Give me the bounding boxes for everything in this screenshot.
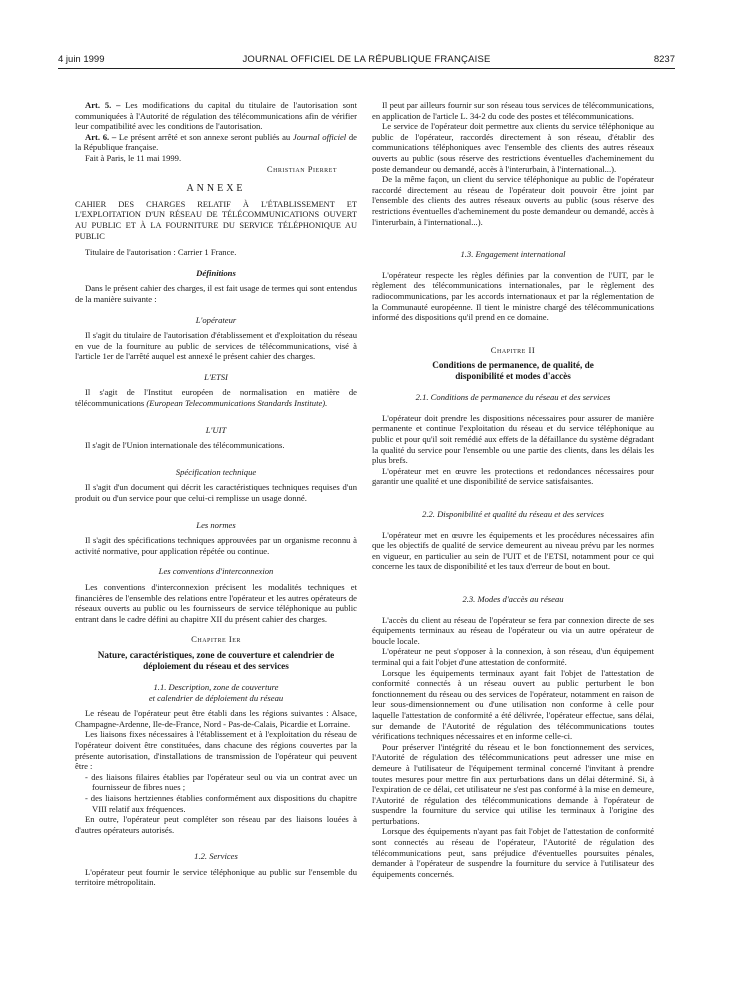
def-specification: Il s'agit d'un document qui décrit les caractéristiques techniques requises d'un produit ou d'un service pour que celui-ci remplisse un usage donné. [75,482,357,504]
term-normes: Les normes [196,519,236,530]
section-2-3-p1: L'accès du client au réseau de l'opérateur se fera par connexion directe de ses équipements terminaux au réseau de l'opérateur ou via un autre opérateur de boucle locale. [372,614,654,646]
section-1-1-title-a: 1.1. Description, zone de couverture [153,681,279,692]
titulaire: Titulaire de l'autorisation : Carrier 1 France. [85,247,237,258]
def-conventions: Les conventions d'interconnexion précisent les modalités techniques et financières de l'ensemble des relations entre l'opérateur et les autres opérateurs de réseaux ouverts au public ou les fournisseurs de service téléphonique au public entrant dans le cadre défini au chapitre XII du présent cahier des charges. [75,582,357,624]
section-2-3-p2: L'opérateur ne peut s'opposer à la connexion, à son réseau, d'un équipement terminal qui a fait l'objet d'une attestation de conformité. [372,646,654,667]
section-1-1-p3: En outre, l'opérateur peut compléter son réseau par des liaisons louées à d'autres opérateurs autorisés. [75,814,357,835]
right-p1: Il peut par ailleurs fournir sur son réseau tous services de télécommunications, en application de l'article L. 34-2 du code des postes et télécommunications. [372,100,654,121]
def-etsi-b: (European Telecommunications Standards Institute). [146,398,328,409]
signature: Christian Pierret [266,163,337,174]
left-column [75,100,357,888]
chapter-2-title: Conditions de permanence, de qualité, de disponibilité et modes d'accès [432,360,594,382]
section-1-3-title: 1.3. Engagement international [460,249,566,260]
article-6-label: Art. 6. – [85,131,117,142]
header-page-number: 8237 [653,54,675,65]
section-1-2-title: 1.2. Services [194,851,238,862]
def-operateur: Il s'agit du titulaire de l'autorisation d'établissement et d'exploitation du réseau en vue de la fourniture au public de services de télécommunications, visé à l'article 1er de l'arrêté auquel est annexé le présent cahier des charges. [75,330,357,362]
section-2-2-title: 2.2. Disponibilité et qualité du réseau et des services [422,509,604,520]
section-1-2-p1: L'opérateur peut fournir le service téléphonique au public sur l'ensemble du territoire métropolitain. [75,866,357,888]
section-2-3-p5: Lorsque des équipements n'ayant pas fait l'objet de l'attestation de conformité sont connectés au réseau de l'opérateur, l'Autorité de régulation des télécommunications peut, sans préjudice d'éventuelles poursuites pénales, demander à l'opérateur de suspendre la fourniture du service à l'utilisateur des équipements concernés. [372,826,654,879]
section-1-1-title-b: et calendrier de déploiement du réseau [148,692,284,703]
section-2-1-title: 2.1. Conditions de permanence du réseau et des services [415,392,611,403]
term-specification: Spécification technique [175,466,257,477]
section-1-1-p1: Le réseau de l'opérateur peut être établi dans les régions suivantes : Alsace, Champagne-Ardenne, Ile-de-France, Nord - Pas-de-Calais, Picardie et Lorraine. [75,708,357,729]
chapter-2-label: Chapitre II [490,344,536,355]
right-column [372,100,654,879]
section-1-1-p2: Les liaisons fixes nécessaires à l'établissement et à l'exploitation du réseau de l'opérateur doivent être constituées, dans chacune des régions couvertes par la présente autorisation, d'installations de transmission de l'opérateur qui peuvent être : [75,729,357,772]
section-2-1-p1: L'opérateur doit prendre les dispositions nécessaires pour assurer de manière permanente et continue l'exploitation du réseau et du service téléphonique au public et pour qu'il soit remédié aux effets de la défaillance du système dégradant la qualité du service pour l'ensemble ou une partie des clients, dans les délais les plus brefs. [372,412,654,466]
annexe-heading: ANNEXE [186,183,246,195]
article-6-journal: Journal officiel [292,131,347,142]
article-5-text: Les modifications du capital du titulaire de l'autorisation sont communiquées à l'Autorité de régulation des télécommunications afin de vérifier leur compatibilité avec les conditions de l'autorisation. [75,100,357,132]
article-6-text-a: Le présent arrêté et son annexe seront publiés au [118,131,291,142]
term-operateur: L'opérateur [195,314,237,325]
header-date: 4 juin 1999 [58,54,105,65]
term-conventions: Les conventions d'interconnexion [158,566,274,577]
def-etsi [75,387,357,408]
fait-a-paris: Fait à Paris, le 11 mai 1999. [85,152,182,163]
term-etsi: L'ETSI [204,371,228,382]
header-rule [58,68,675,69]
chapter-1-title: Nature, caractéristiques, zone de couverture et calendrier de déploiement du réseau et des services [97,649,335,671]
definitions-intro: Dans le présent cahier des charges, il est fait usage de termes qui sont entendus de la manière suivante : [75,283,357,304]
section-2-1-p2: L'opérateur met en œuvre les protections et redondances nécessaires pour garantir une qualité et une disponibilité de service satisfaisantes. [372,465,654,487]
section-2-3-p4: Pour préserver l'intégrité du réseau et le bon fonctionnement des services, l'Autorité de régulation des télécommunications peut adresser une mise en demeure à l'utilisateur de l'équipement terminal concerné l'invitant à prendre toutes mesures pour mettre fin aux perturbations dans un délai déterminé. Si, à l'expiration de ce délai, cet utilisateur ne s'est pas conformé à la mise en demeure, l'Autorité de régulation des télécommunications demande à l'opérateur de suspendre la fourniture du service qui utilise les terminaux à l'origine des perturbations. [372,741,654,826]
article-5-label: Art. 5. – [85,100,121,110]
term-uit: L'UIT [205,424,227,435]
definitions-heading: Définitions [196,267,236,278]
section-1-1-list [75,772,357,814]
section-1-3-p1: L'opérateur respecte les règles définies par la convention de l'UIT, par le règlement des télécommunications internationales, par le règlement des radiocommunications, par les accords internationaux et par la réglementation de la Communauté européenne. Il tient le ministre chargé des télécommunications informé des dispositions qu'il prend en ce domaine. [372,269,654,323]
list-item: - des liaisons filaires établies par l'opérateur seul ou via un contrat avec un fournisseur de fibres nues ; [85,771,357,793]
def-normes: Il s'agit des spécifications techniques approuvées par un organisme reconnu à activité normative, pour application répétée ou continue. [75,535,357,556]
section-2-2-p1: L'opérateur met en œuvre les équipements et les procédures nécessaires afin que les objectifs de qualité de service demeurent au niveau prévu par les normes en vigueur, en particulier au sein de l'UIT et de l'ETSI, notamment pour ce qui concerne les taux de disponibilité et les taux d'erreur de bout en bout. [372,529,654,572]
section-2-3-title: 2.3. Modes d'accès au réseau [462,594,564,604]
section-2-3-p3: Lorsque les équipements terminaux ayant fait l'objet de l'attestation de conformité connectés à un réseau ouvert au public perturbent le bon fonctionnement du réseau ou des services de l'opérateur, notamment en raison de leur sous-dimensionnement ou d'une utilisation non conforme à celle pour laquelle l'attestation de conformité a été délivrée, l'opérateur effectue, sans délai, sur demande de l'Autorité de régulation des télécommunications toutes vérifications techniques nécessaires et en informe celle-ci. [372,667,654,742]
def-etsi-a: Il s'agit de l'Institut européen de normalisation en matière de télécommunications [75,387,357,409]
right-p2: Le service de l'opérateur doit permettre aux clients du service téléphonique au public de l'opérateur, raccordés directement à son réseau, d'établir des communications téléphoniques avec l'ensemble des clients des autres réseaux ouverts au public (sous réserve des restrictions éventuelles d'acheminement du poste demandeur ou demandé, accès à l'interurbain, à l'international...). [372,121,654,174]
article-5 [75,100,357,132]
right-p3: De la même façon, un client du service téléphonique au public de l'opérateur raccordé directement au réseau de l'opérateur doit pouvoir être joint par l'ensemble des clients des autres réseaux ouverts au public (sous réserve des restrictions éventuelles d'acheminement du poste demandeur ou demandé, accès à l'interurbain, à l'international...). [372,174,654,227]
cahier-title: CAHIER DES CHARGES RELATIF À L'ÉTABLISSEMENT ET L'EXPLOITATION D'UN RÉSEAU DE TÉLÉCOMMUNICATIONS OUVERT AU PUBLIC ET À LA FOURNITURE DU SERVICE TÉLÉPHONIQUE AU PUBLIC [75,199,357,241]
list-item: - des liaisons hertziennes établies conformément aux dispositions du chapitre VIII relatif aux fréquences. [85,792,357,814]
article-6 [75,132,357,153]
chapter-1-label: Chapitre Ier [191,634,241,645]
header-journal-title: JOURNAL OFFICIEL DE LA RÉPUBLIQUE FRANÇAISE [242,54,491,65]
def-uit: Il s'agit de l'Union internationale des télécommunications. [85,440,285,451]
article-6-text-b: de la République française. [75,131,357,153]
